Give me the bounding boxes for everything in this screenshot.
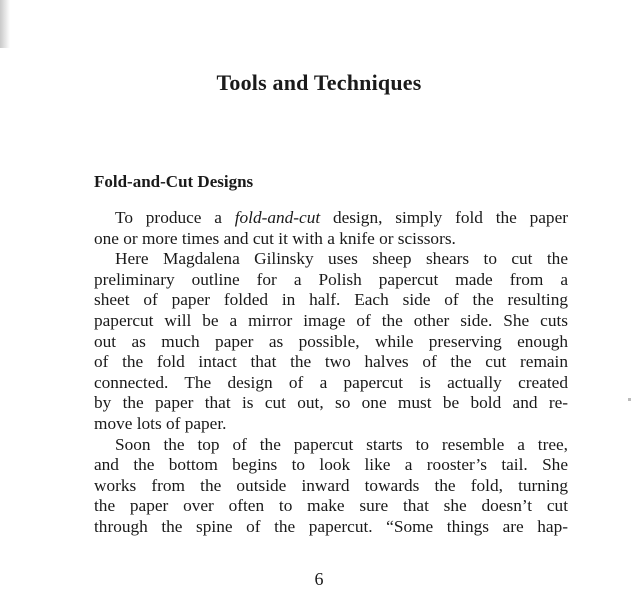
paragraph-3-line: the paper over often to make sure that she doesn’t cut [94, 496, 568, 516]
paragraph-3-line: and the bottom begins to look like a rooster’s tail. She [94, 455, 568, 475]
page-number: 6 [314, 569, 324, 589]
paragraph-3-line: Soon the top of the papercut starts to resemble a tree, [115, 434, 568, 454]
paragraph-1-line-2: one or more times and cut it with a knife or scissors. [94, 228, 456, 248]
section-heading: Fold-and-Cut Designs [94, 172, 254, 191]
page-title: Tools and Techniques [216, 70, 422, 95]
paragraph-2-line: preliminary outline for a Polish papercut made from a [94, 269, 568, 289]
paragraph-2-line: Here Magdalena Gilinsky uses sheep shears to cut the [115, 249, 568, 269]
paragraph-2-line: sheet of paper folded in half. Each side of the resulting [94, 290, 568, 310]
paragraph-2-line: out as much paper as possible, while preserving enough [94, 331, 568, 351]
body-text [94, 208, 568, 538]
paragraph-2-line: connected. The design of a papercut is actually created [94, 372, 568, 392]
paragraph-3-line: works from the outside inward towards the fold, turning [94, 475, 568, 495]
italic-term: fold-and-cut [234, 208, 321, 227]
page-edge-shadow [0, 0, 10, 48]
scan-speck [628, 398, 631, 401]
text-run: To produce a [115, 208, 235, 227]
paragraph-1-line-1 [94, 208, 568, 229]
paragraph-2-line: move lots of paper. [94, 413, 227, 433]
paragraph-2-line: of the fold intact that the two halves of the cut remain [94, 352, 568, 372]
paragraph-2-line: papercut will be a mirror image of the other side. She cuts [94, 310, 568, 330]
paragraph-3-line: through the spine of the papercut. “Some things are hap- [94, 516, 568, 536]
text-run: design, simply fold the paper [320, 208, 569, 227]
paragraph-2-line: by the paper that is cut out, so one must be bold and re- [94, 393, 568, 413]
